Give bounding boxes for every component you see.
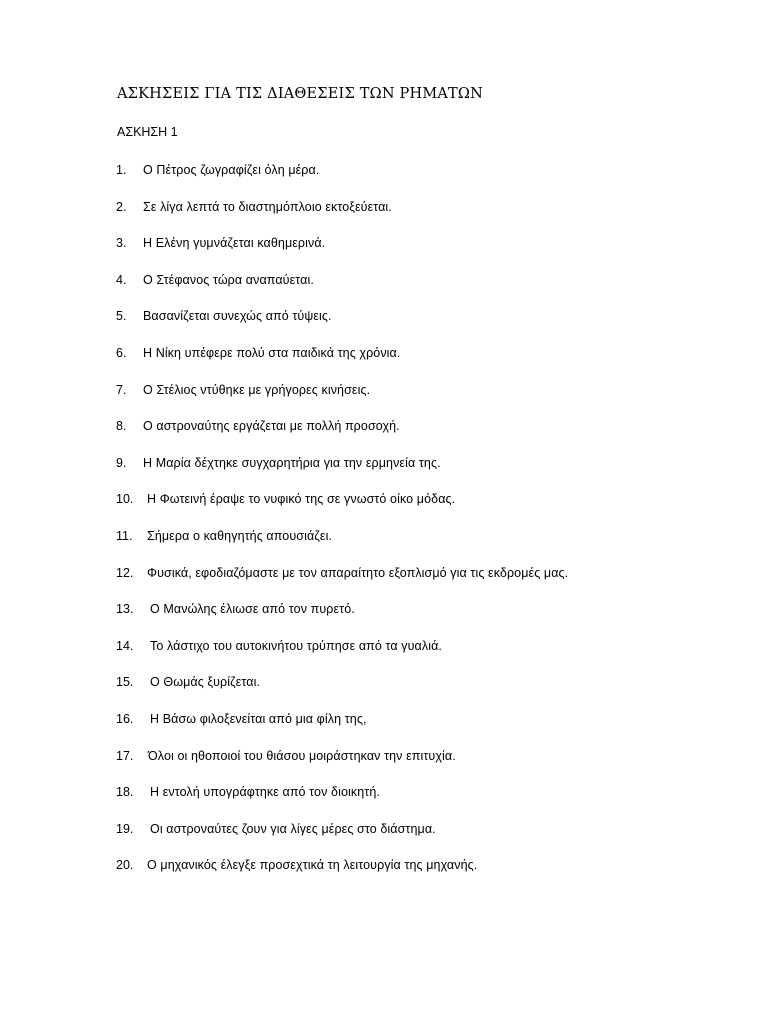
exercise-number: 1. [116, 163, 127, 177]
exercise-number: 10. [116, 492, 134, 507]
exercise-sentence: Σήμερα ο καθηγητής απουσιάζει. [147, 529, 333, 543]
exercise-item [116, 855, 716, 875]
exercise-heading: ΑΣΚΗΣΗ 1 [117, 125, 178, 139]
exercise-number: 8. [116, 419, 127, 434]
exercise-number: 19. [116, 821, 134, 836]
exercise-item [116, 709, 716, 729]
exercise-number: 15. [116, 675, 134, 690]
exercise-number: 4. [116, 272, 127, 287]
exercise-sentence: Ο αστροναύτης εργάζεται με πολλή προσοχή. [143, 419, 400, 434]
exercise-number: 2. [116, 199, 127, 214]
exercise-item [116, 563, 716, 583]
exercise-item [116, 489, 716, 509]
exercise-item [116, 270, 716, 290]
exercise-sentence: Ο Μανώλης έλιωσε από τον πυρετό. [150, 602, 355, 617]
exercise-item [116, 233, 716, 253]
exercise-number: 7. [116, 382, 127, 397]
exercise-sentence: Ο Θωμάς ξυρίζεται. [150, 675, 261, 690]
exercise-number: 3. [116, 236, 127, 251]
exercise-sentence: Η Φωτεινή έραψε το νυφικό της σε γνωστό οίκο μόδας. [147, 492, 456, 507]
exercise-number: 9. [116, 455, 127, 470]
exercise-item [116, 343, 716, 363]
exercise-number: 6. [116, 346, 127, 360]
exercise-sentence: Σε λίγα λεπτά το διαστημόπλοιο εκτοξεύεται. [143, 199, 392, 214]
exercise-sentence: Βασανίζεται συνεχώς από τύψεις. [143, 309, 332, 324]
exercise-item [116, 599, 716, 619]
exercise-number: 16. [116, 712, 134, 726]
exercise-item [116, 526, 716, 546]
exercise-number: 14. [116, 638, 134, 653]
exercise-item [116, 160, 716, 180]
exercise-item [116, 416, 716, 436]
exercise-number: 13. [116, 602, 134, 617]
exercise-item [116, 672, 716, 692]
exercise-sentence: Ο Στέλιος ντύθηκε με γρήγορες κινήσεις. [143, 382, 371, 397]
exercise-number: 18. [116, 785, 134, 800]
exercise-number: 20. [116, 858, 134, 873]
exercise-item [116, 746, 716, 766]
exercise-sentence: Η Ελένη γυμνάζεται καθημερινά. [143, 236, 326, 251]
document-title: ΑΣΚΗΣΕΙΣ ΓΙΑ ΤΙΣ ΔΙΑΘΕΣΕΙΣ ΤΩΝ ΡΗΜΑΤΩΝ [117, 86, 484, 102]
exercise-sentence: Ο μηχανικός έλεγξε προσεχτικά τη λειτουργία της μηχανής. [147, 858, 478, 873]
exercise-number: 17. [116, 748, 134, 763]
exercise-item [116, 197, 716, 217]
exercise-item [116, 819, 716, 839]
exercise-item [116, 380, 716, 400]
exercise-sentence: Ο Πέτρος ζωγραφίζει όλη μέρα. [143, 163, 320, 177]
exercise-sentence: Η Βάσω φιλοξενείται από μια φίλη της, [150, 712, 367, 726]
exercise-sentence: Η εντολή υπογράφτηκε από τον διοικητή. [150, 785, 380, 800]
exercise-sentence: Οι αστροναύτες ζουν για λίγες μέρες στο διάστημα. [150, 821, 436, 836]
exercise-item [116, 306, 716, 326]
exercise-item [116, 453, 716, 473]
exercise-item [116, 782, 716, 802]
exercise-sentence: Ο Στέφανος τώρα αναπαύεται. [143, 272, 314, 287]
exercise-sentence: Η Νίκη υπέφερε πολύ στα παιδικά της χρόνια. [143, 346, 401, 360]
exercise-number: 11. [116, 529, 133, 543]
exercise-sentence: Το λάστιχο του αυτοκινήτου τρύπησε από τα γυαλιά. [150, 638, 442, 653]
exercise-number: 12. [116, 565, 134, 580]
exercise-sentence: Φυσικά, εφοδιαζόμαστε με τον απαραίτητο εξοπλισμό για τις εκδρομές μας. [147, 565, 569, 580]
exercise-sentence: Όλοι οι ηθοποιοί του θιάσου μοιράστηκαν την επιτυχία. [148, 748, 456, 763]
exercise-item [116, 636, 716, 656]
exercise-sentence: Η Μαρία δέχτηκε συγχαρητήρια για την ερμηνεία της. [143, 455, 441, 470]
exercise-number: 5. [116, 309, 127, 324]
